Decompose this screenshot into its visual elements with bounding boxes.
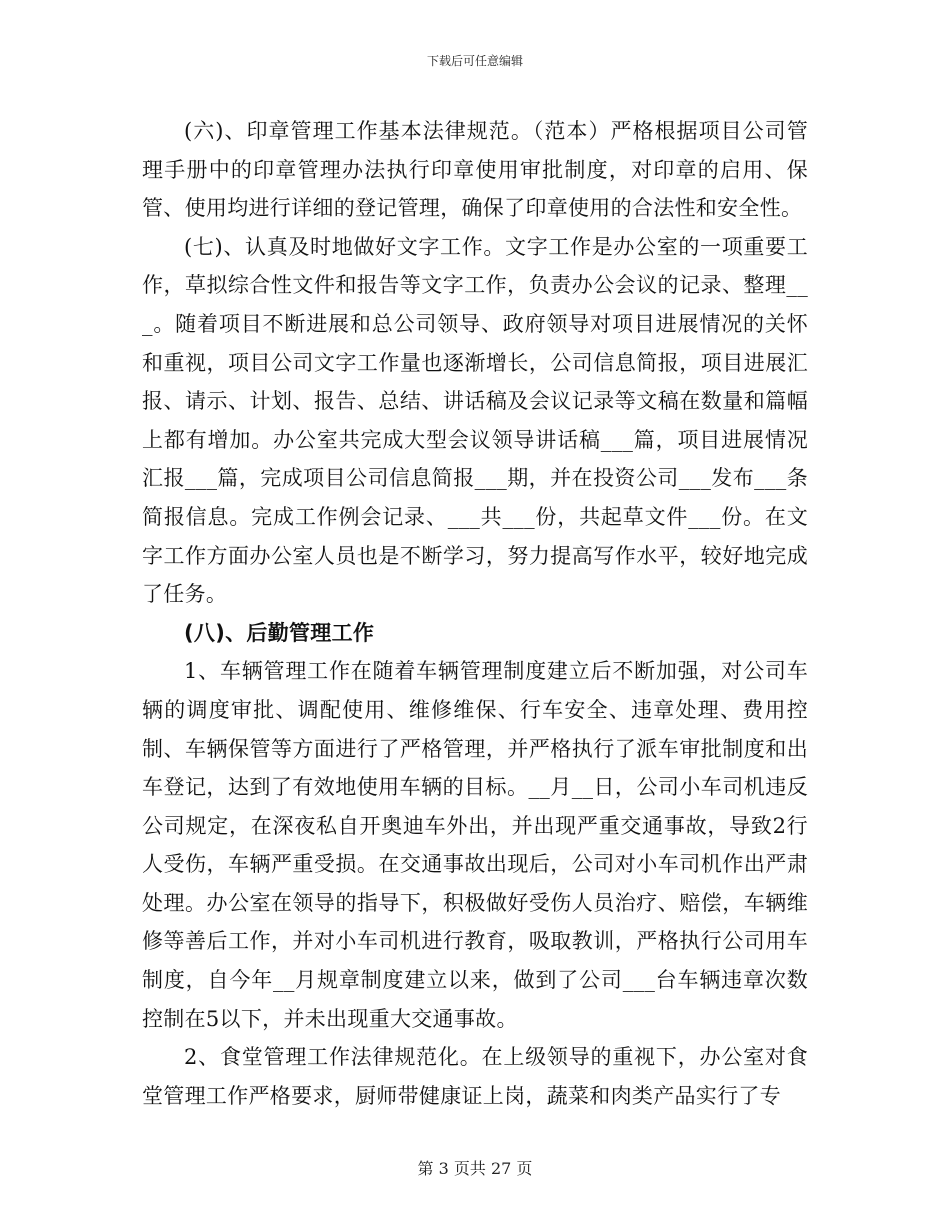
paragraph-canteen-management: 2、食堂管理工作法律规范化。在上级领导的重视下，办公室对食堂管理工作严格要求，厨师带健康证上岗，蔬菜和肉类产品实行了专 <box>142 1045 808 1108</box>
paragraph-vehicle-management: 1、车辆管理工作在随着车辆管理制度建立后不断加强，对公司车辆的调度审批、调配使用、维修维保、行车安全、违章处理、费用控制、车辆保管等方面进行了严格管理，并严格执行了派车审批制度和出车登记，达到了有效地使用车辆的目标。__月__日，公司小车司机违反公司规定，在深夜私自开奥迪车外出，并出现严重交通事故，导致2行人受伤，车辆严重受损。在交通事故出现后，公司对小车司机作出严肃处理。办公室在领导的指导下，积极做好受伤人员治疗、赔偿，车辆维修等善后工作，并对小车司机进行教育，吸取教训，严格执行公司用车制度，自今年__月规章制度建立以来，做到了公司___台车辆违章次数控制在5以下，并未出现重大交通事故。 <box>142 659 808 1031</box>
paragraph-seal-management: (六)、印章管理工作基本法律规范。（范本）严格根据项目公司管理手册中的印章管理办法执行印章使用审批制度，对印章的启用、保管、使用均进行详细的登记管理，确保了印章使用的合法性和安全性。 <box>142 119 808 221</box>
document-body <box>142 112 808 1115</box>
section-heading-logistics: (八)、后勤管理工作 <box>184 620 375 645</box>
paragraph-writing-work: (七)、认真及时地做好文字工作。文字工作是办公室的一项重要工作，草拟综合性文件和报告等文字工作，负责办公会议的记录、整理___。随着项目不断进展和总公司领导、政府领导对项目进展情况的关怀和重视，项目公司文字工作量也逐渐增长，公司信息简报，项目进展汇报、请示、计划、报告、总结、讲话稿及会议记录等文稿在数量和篇幅上都有增加。办公室共完成大型会议领导讲话稿___篇，项目进展情况汇报___篇，完成项目公司信息简报___期，并在投资公司___发布___条简报信息。完成工作例会记录、___共___份，共起草文件___份。在文字工作方面办公室人员也是不断学习，努力提高写作水平，较好地完成了任务。 <box>142 234 808 607</box>
page-footer: 第 3 页共 27 页 <box>417 1159 533 1178</box>
page-header: 下载后可任意编辑 <box>426 54 523 68</box>
